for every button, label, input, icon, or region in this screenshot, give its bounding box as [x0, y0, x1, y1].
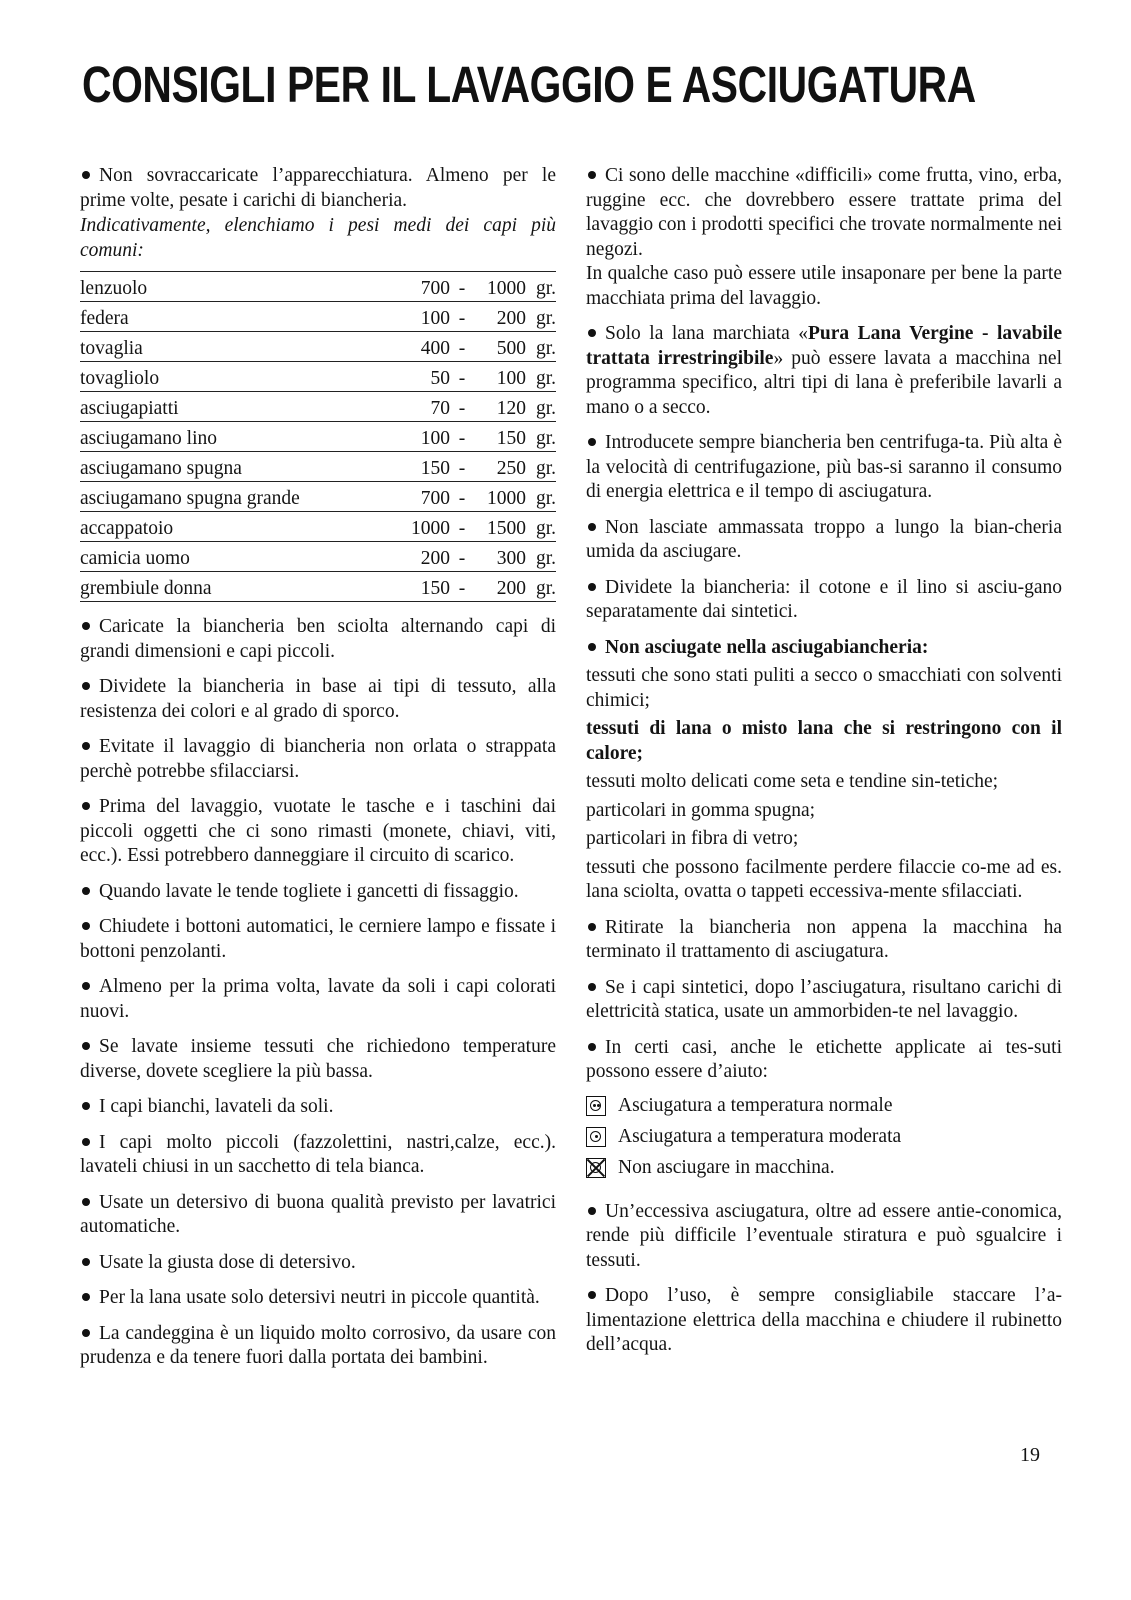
bullet-icon — [588, 171, 596, 179]
tip-item: Usate un detersivo di buona qualità previsto per lavatrici automatiche. — [80, 1191, 556, 1237]
bullet-icon — [588, 523, 596, 531]
static-tip: Se i capi sintetici, dopo l’asciugatura, risultano carichi di elettricità statica, usate un ammorbiden-te nel lavaggio. — [586, 976, 1062, 1022]
weight-dash: - — [458, 278, 466, 299]
bullet-icon — [82, 802, 90, 810]
weight-max: 500 — [496, 338, 526, 359]
tip-item: Per la lana usate solo detersivi neutri in piccole quantità. — [80, 1286, 556, 1311]
weight-item-name: camicia uomo — [80, 548, 190, 569]
bullet-icon — [82, 171, 90, 179]
weight-item-name: lenzuolo — [80, 278, 148, 299]
no-dry-item: tessuti che sono stati puliti a secco o smacchiati con solventi chimici; — [586, 665, 1062, 711]
spin-tip: Introducete sempre biancheria ben centrifuga-ta. Più alta è la velocità di centrifugazione, più bas-si saranno il consumo di energia elettrica e il tempo di asciugatura. — [586, 432, 1062, 502]
weight-min: 700 — [420, 278, 450, 299]
labels-tip: In certi casi, anche le etichette applicate ai tes-suti possono essere d’aiuto: — [586, 1036, 1062, 1082]
weight-dash: - — [458, 308, 466, 329]
weight-row — [80, 452, 556, 482]
weight-item-name: asciugapiatti — [80, 398, 179, 419]
bullet-icon — [82, 1293, 90, 1301]
weight-min: 1000 — [411, 518, 450, 539]
intro-weights-text: Indicativamente, elenchiamo i pesi medi dei capi più comuni: — [80, 215, 556, 261]
bullet-icon — [588, 583, 596, 591]
weight-dash: - — [458, 428, 466, 449]
bullet-icon — [82, 982, 90, 990]
bullet-icon — [82, 1102, 90, 1110]
bullet-icon — [588, 1291, 596, 1299]
stain-tip: Ci sono delle macchine «difficili» come frutta, vino, erba, ruggine ecc. che dovrebbero essere trattate prima del lavaggio con i prodotti specifici che trovate normalmente nei negozi. In qualche caso può essere utile insaponare per bene la parte macchiata prima del lavaggio. — [586, 165, 1062, 309]
no-dry-item: particolari in gomma spugna; — [586, 799, 816, 821]
weight-unit: gr. — [535, 338, 556, 359]
tip-item: Caricate la biancheria ben sciolta alternando capi di grandi dimensioni e capi piccoli. — [80, 616, 556, 662]
bullet-icon — [82, 742, 90, 750]
separate-tip: Dividete la biancheria: il cotone e il lino si asciu-gano separatamente dai sintetici. — [586, 576, 1062, 622]
bullet-icon — [82, 922, 90, 930]
weight-dash: - — [458, 488, 466, 509]
weight-max: 300 — [496, 548, 526, 569]
weight-min: 150 — [420, 458, 450, 479]
weight-item-name: tovagliolo — [80, 368, 160, 389]
weight-dash: - — [458, 458, 466, 479]
weight-dash: - — [458, 398, 466, 419]
weight-row — [80, 512, 556, 542]
weight-row — [80, 392, 556, 422]
bullet-icon — [588, 923, 596, 931]
bullet-icon — [82, 887, 90, 895]
weight-unit: gr. — [535, 428, 556, 449]
weight-max: 250 — [496, 458, 526, 479]
weight-min: 50 — [430, 368, 450, 389]
bullet-icon — [82, 622, 90, 630]
weight-row — [80, 422, 556, 452]
tip-item: I capi molto piccoli (fazzolettini, nastri,calze, ecc.). lavateli chiusi in un sacchetto di tela bianca. — [80, 1131, 556, 1177]
bullet-icon — [588, 983, 596, 991]
weight-item-name: tovaglia — [80, 338, 143, 359]
weight-unit: gr. — [535, 548, 556, 569]
tip-item: Dividete la biancheria in base ai tipi di tessuto, alla resistenza dei colori e al grado di sporco. — [80, 676, 556, 722]
left-column — [80, 164, 556, 1382]
no-dry-item: particolari in fibra di vetro; — [586, 828, 799, 849]
bullet-icon — [588, 643, 596, 651]
care-symbol-row: Non asciugare in macchina. — [586, 1153, 1062, 1184]
weight-min: 70 — [430, 398, 450, 419]
bullet-icon — [82, 682, 90, 690]
bullet-icon — [82, 1138, 90, 1146]
weights-table — [80, 271, 556, 602]
tip-item: Chiudete i bottoni automatici, le cerniere lampo e fissate i bottoni penzolanti. — [80, 916, 556, 962]
weight-max: 150 — [496, 428, 526, 449]
weight-min: 150 — [420, 578, 450, 599]
tip-item: Prima del lavaggio, vuotate le tasche e i taschini dai piccoli oggetti che ci sono rimasti (monete, chiavi, viti, ecc.). Essi potrebbero danneggiare il circuito di scarico. — [80, 796, 556, 866]
page-number: 19 — [1020, 1444, 1040, 1466]
weight-dash: - — [458, 578, 466, 599]
no-dry-heading: Non asciugate nella asciugabiancheria: — [586, 636, 1062, 661]
weight-max: 1000 — [487, 488, 526, 509]
weight-row — [80, 482, 556, 512]
care-symbol-row: Asciugatura a temperatura moderata — [586, 1122, 1062, 1153]
remove-tip: Ritirate la biancheria non appena la macchina ha terminato il trattamento di asciugatura. — [586, 916, 1062, 962]
bullet-icon — [588, 1043, 596, 1051]
weight-unit: gr. — [535, 278, 556, 299]
bullet-icon — [82, 1329, 90, 1337]
tip-item: I capi bianchi, lavateli da soli. — [80, 1095, 556, 1120]
dryer-two-dots-icon — [586, 1096, 606, 1116]
weight-max: 100 — [496, 368, 526, 389]
bullet-icon — [82, 1042, 90, 1050]
no-dry-item: tessuti molto delicati come seta e tendine sin-tetiche; — [586, 771, 999, 792]
weight-row — [80, 572, 556, 602]
dryer-one-dot-icon — [586, 1127, 606, 1147]
page-title: CONSIGLI PER IL LAVAGGIO E ASCIUGATURA — [82, 56, 976, 113]
weight-max: 200 — [496, 578, 526, 599]
weight-dash: - — [458, 548, 466, 569]
weight-unit: gr. — [535, 458, 556, 479]
weight-unit: gr. — [535, 308, 556, 329]
weight-item-name: grembiule donna — [80, 578, 212, 599]
bullet-icon — [588, 438, 596, 446]
weight-dash: - — [458, 338, 466, 359]
weight-min: 100 — [420, 428, 450, 449]
no-dry-item: tessuti che possono facilmente perdere filaccie co-me ad es. lana sciolta, ovatta o tappeti eccessiva-mente sfilacciati. — [586, 856, 1062, 902]
weight-row — [80, 302, 556, 332]
after-use-tip: Dopo l’uso, è sempre consigliabile staccare l’a-limentazione elettrica della macchina e chiudere il rubinetto dell’acqua. — [586, 1285, 1062, 1355]
weight-max: 1500 — [487, 518, 526, 539]
weight-max: 120 — [496, 398, 526, 419]
weight-item-name: asciugamano spugna grande — [80, 488, 300, 509]
weight-item-name: accappatoio — [80, 518, 174, 539]
weight-min: 700 — [420, 488, 450, 509]
tip-item: Evitate il lavaggio di biancheria non orlata o strappata perchè potrebbe sfilacciarsi. — [80, 736, 556, 782]
weight-unit: gr. — [535, 368, 556, 389]
overdry-tip: Un’eccessiva asciugatura, oltre ad essere antie-conomica, rende più difficile l’eventuale stiratura e può sgualcire i tessuti. — [586, 1200, 1062, 1271]
bullet-icon — [82, 1198, 90, 1206]
weight-row — [80, 542, 556, 572]
weight-row — [80, 332, 556, 362]
bullet-icon — [588, 1207, 596, 1215]
care-symbol-row: Asciugatura a temperatura normale — [586, 1091, 1062, 1122]
tip-item: Quando lavate le tende togliete i gancetti di fissaggio. — [80, 880, 556, 905]
dryer-crossed-icon — [586, 1158, 606, 1178]
bullet-icon — [82, 1258, 90, 1266]
weight-item-name: asciugamano lino — [80, 428, 218, 449]
weight-unit: gr. — [535, 398, 556, 419]
intro-paragraph: Non sovraccaricate l’apparecchiatura. Almeno per le prime volte, pesate i carichi di biancheria. — [80, 165, 556, 211]
care-symbols-list — [586, 1091, 1062, 1184]
wool-tip: Solo la lana marchiata «Pura Lana Vergine - lavabile trattata irrestringibile» può essere lavata a macchina nel programma specifico, altri tipi di lana è preferibile lavarli a mano o a secco. — [586, 323, 1062, 418]
weight-unit: gr. — [535, 518, 556, 539]
weight-dash: - — [458, 368, 466, 389]
weight-row — [80, 362, 556, 392]
damp-tip: Non lasciate ammassata troppo a lungo la bian-cheria umida da asciugare. — [586, 516, 1062, 562]
weight-min: 100 — [420, 308, 450, 329]
weight-max: 1000 — [487, 278, 526, 299]
right-column — [586, 164, 1062, 1369]
weight-unit: gr. — [535, 488, 556, 509]
bullet-icon — [588, 329, 596, 337]
tip-item: Almeno per la prima volta, lavate da soli i capi colorati nuovi. — [80, 976, 556, 1022]
weight-unit: gr. — [535, 578, 556, 599]
weight-item-name: asciugamano spugna — [80, 458, 242, 479]
tip-item: La candeggina è un liquido molto corrosivo, da usare con prudenza e da tenere fuori dalla portata dei bambini. — [80, 1322, 556, 1368]
weight-min: 400 — [420, 338, 450, 359]
no-dry-item: tessuti di lana o misto lana che si restringono con il calore; — [586, 718, 1062, 764]
weight-min: 200 — [420, 548, 450, 569]
tip-item: Se lavate insieme tessuti che richiedono temperature diverse, dovete scegliere la più bassa. — [80, 1036, 556, 1082]
weight-item-name: federa — [80, 308, 129, 329]
weight-dash: - — [458, 518, 466, 539]
weight-max: 200 — [496, 308, 526, 329]
weight-row — [80, 272, 556, 302]
tip-item: Usate la giusta dose di detersivo. — [80, 1251, 556, 1276]
left-tips-list — [80, 615, 556, 1371]
